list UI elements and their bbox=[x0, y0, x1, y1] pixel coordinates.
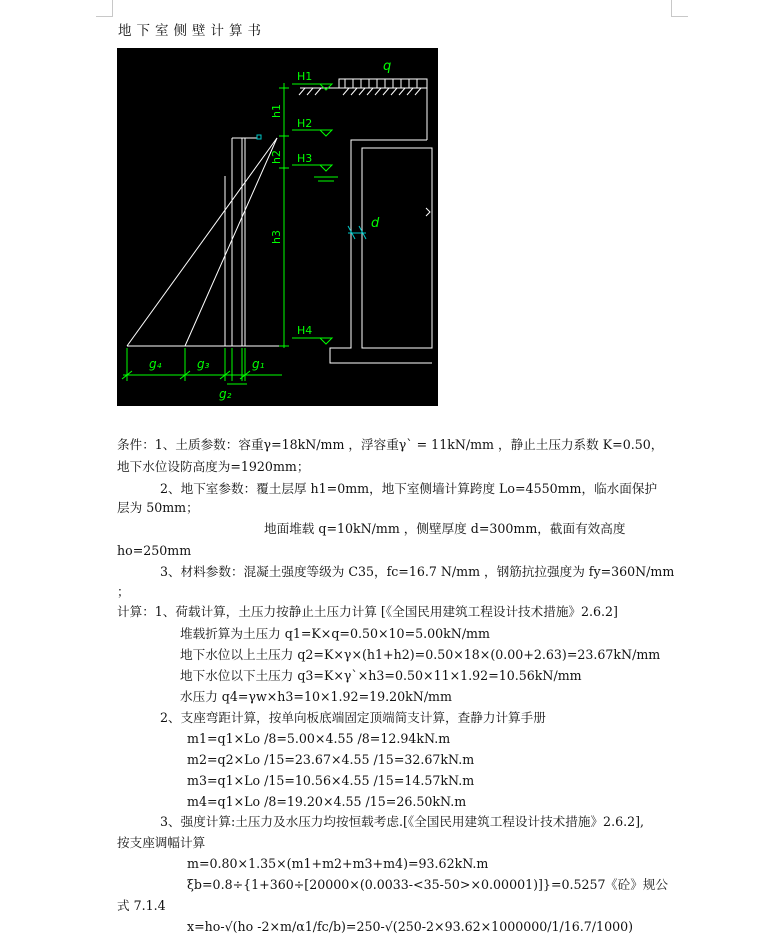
condition-material-params: 3、材料参数：混凝土强度等级为 C35，fc=16.7 N/mm ，钢筋抗拉强度为 fy=360N/mm bbox=[160, 564, 675, 579]
calc-q4: 水压力 q4=γw×h3=10×1.92=19.20kN/mm bbox=[180, 689, 452, 704]
label-g2: g₂ bbox=[219, 387, 232, 401]
pressure-line-2 bbox=[185, 138, 277, 346]
calc-m4: m4=q1×Lo /8=19.20×4.55 /15=26.50kN.m bbox=[187, 794, 467, 809]
calc-moment-heading: 2、支座弯距计算，按单向板底端固定顶端简支计算，查静力计算手册 bbox=[160, 710, 546, 725]
label-h2: h2 bbox=[270, 150, 283, 164]
calc-m1: m1=q1×Lo /8=5.00×4.55 /8=12.94kN.m bbox=[187, 731, 451, 746]
label-H2: H2 bbox=[297, 117, 313, 130]
label-q: q bbox=[383, 59, 392, 74]
label-g3: g₃ bbox=[197, 357, 210, 371]
label-H4: H4 bbox=[297, 324, 313, 337]
top-node-mark bbox=[257, 135, 261, 139]
calc-q2: 地下水位以上土压力 q2=K×γ×(h1+h2)=0.50×18×(0.00+2.63)=23.67kN/mm bbox=[180, 647, 661, 662]
pressure-line-1 bbox=[127, 138, 277, 346]
calc-q3: 地下水位以下土压力 q3=K×γ`×h3=0.50×11×1.92=10.56kN/mm bbox=[180, 668, 582, 683]
calc-x: x=ho-√(ho -2×m/α1/fc/b)=250-√(250-2×93.62×1000000/1/16.7/1000) bbox=[187, 919, 634, 934]
label-H3: H3 bbox=[297, 152, 313, 165]
condition-water-level: 地下水位设防高度为=1920mm； bbox=[117, 459, 310, 474]
calc-formula-ref: 式 7.1.4 bbox=[117, 898, 166, 913]
calc-strength-subheading: 按支座调幅计算 bbox=[117, 835, 206, 850]
label-d: d bbox=[371, 216, 380, 231]
level-mark-h3 bbox=[292, 165, 332, 171]
crop-mark-right bbox=[671, 0, 688, 17]
surcharge-arrows bbox=[345, 79, 417, 88]
calc-m3: m3=q1×Lo /15=10.56×4.55 /15=14.57kN.m bbox=[187, 773, 475, 788]
calc-load-heading: 计算：1、荷载计算，土压力按静止土压力计算 [《全国民用建筑工程设计技术措施》2.6.2] bbox=[117, 604, 618, 619]
calc-m2: m2=q2×Lo /15=23.67×4.55 /15=32.67kN.m bbox=[187, 752, 475, 767]
ground-hatch bbox=[299, 88, 421, 95]
calc-strength-heading: 3、强度计算:土压力及水压力均按恒载考虑.[《全国民用建筑工程设计技术措施》2.6.2], bbox=[160, 814, 645, 829]
basement-interior bbox=[362, 148, 432, 348]
document-title: 地下室侧壁计算书 bbox=[118, 23, 266, 39]
calc-xi-b: ξb=0.8÷{1+360÷[20000×(0.0033-<35-50>×0.00001)]}=0.5257 bbox=[187, 877, 606, 892]
label-g1: g₁ bbox=[252, 357, 265, 371]
condition-cover-thickness: 层为 50mm； bbox=[117, 500, 199, 515]
label-h1: h1 bbox=[270, 104, 283, 118]
basement-outline bbox=[330, 140, 432, 363]
break-mark-right bbox=[426, 208, 430, 216]
condition-effective-height: ho=250mm bbox=[117, 543, 192, 558]
wall-section-drawing bbox=[117, 48, 438, 406]
label-H1: H1 bbox=[297, 70, 313, 83]
label-g4: g₄ bbox=[149, 357, 162, 371]
calc-q1: 堆载折算为土压力 q1=K×q=0.50×10=5.00kN/mm bbox=[180, 626, 490, 641]
wall-section-figure bbox=[117, 48, 438, 406]
level-mark-h4 bbox=[292, 338, 332, 344]
level-mark-h2 bbox=[292, 130, 332, 136]
crop-mark-left bbox=[96, 0, 113, 17]
condition-material-tail: ； bbox=[117, 584, 130, 599]
calc-design-moment: m=0.80×1.35×(m1+m2+m3+m4)=93.62kN.m bbox=[187, 856, 489, 871]
condition-basement-params: 2、地下室参数：覆土层厚 h1=0mm，地下室侧墙计算跨度 Lo=4550mm，临水面保护 bbox=[160, 481, 658, 496]
condition-surcharge: 地面堆载 q=10kN/mm ，侧壁厚度 d=300mm，截面有效高度 bbox=[264, 521, 626, 536]
calc-xi-b-ref: 《砼》规公 bbox=[605, 877, 668, 892]
condition-soil-params: 条件：1、土质参数：容重γ=18kN/mm ，浮容重γ` = 11kN/mm ，静止土压力系数 K=0.50， bbox=[117, 437, 664, 452]
surcharge-box bbox=[339, 79, 427, 88]
label-h3: h3 bbox=[270, 230, 283, 244]
